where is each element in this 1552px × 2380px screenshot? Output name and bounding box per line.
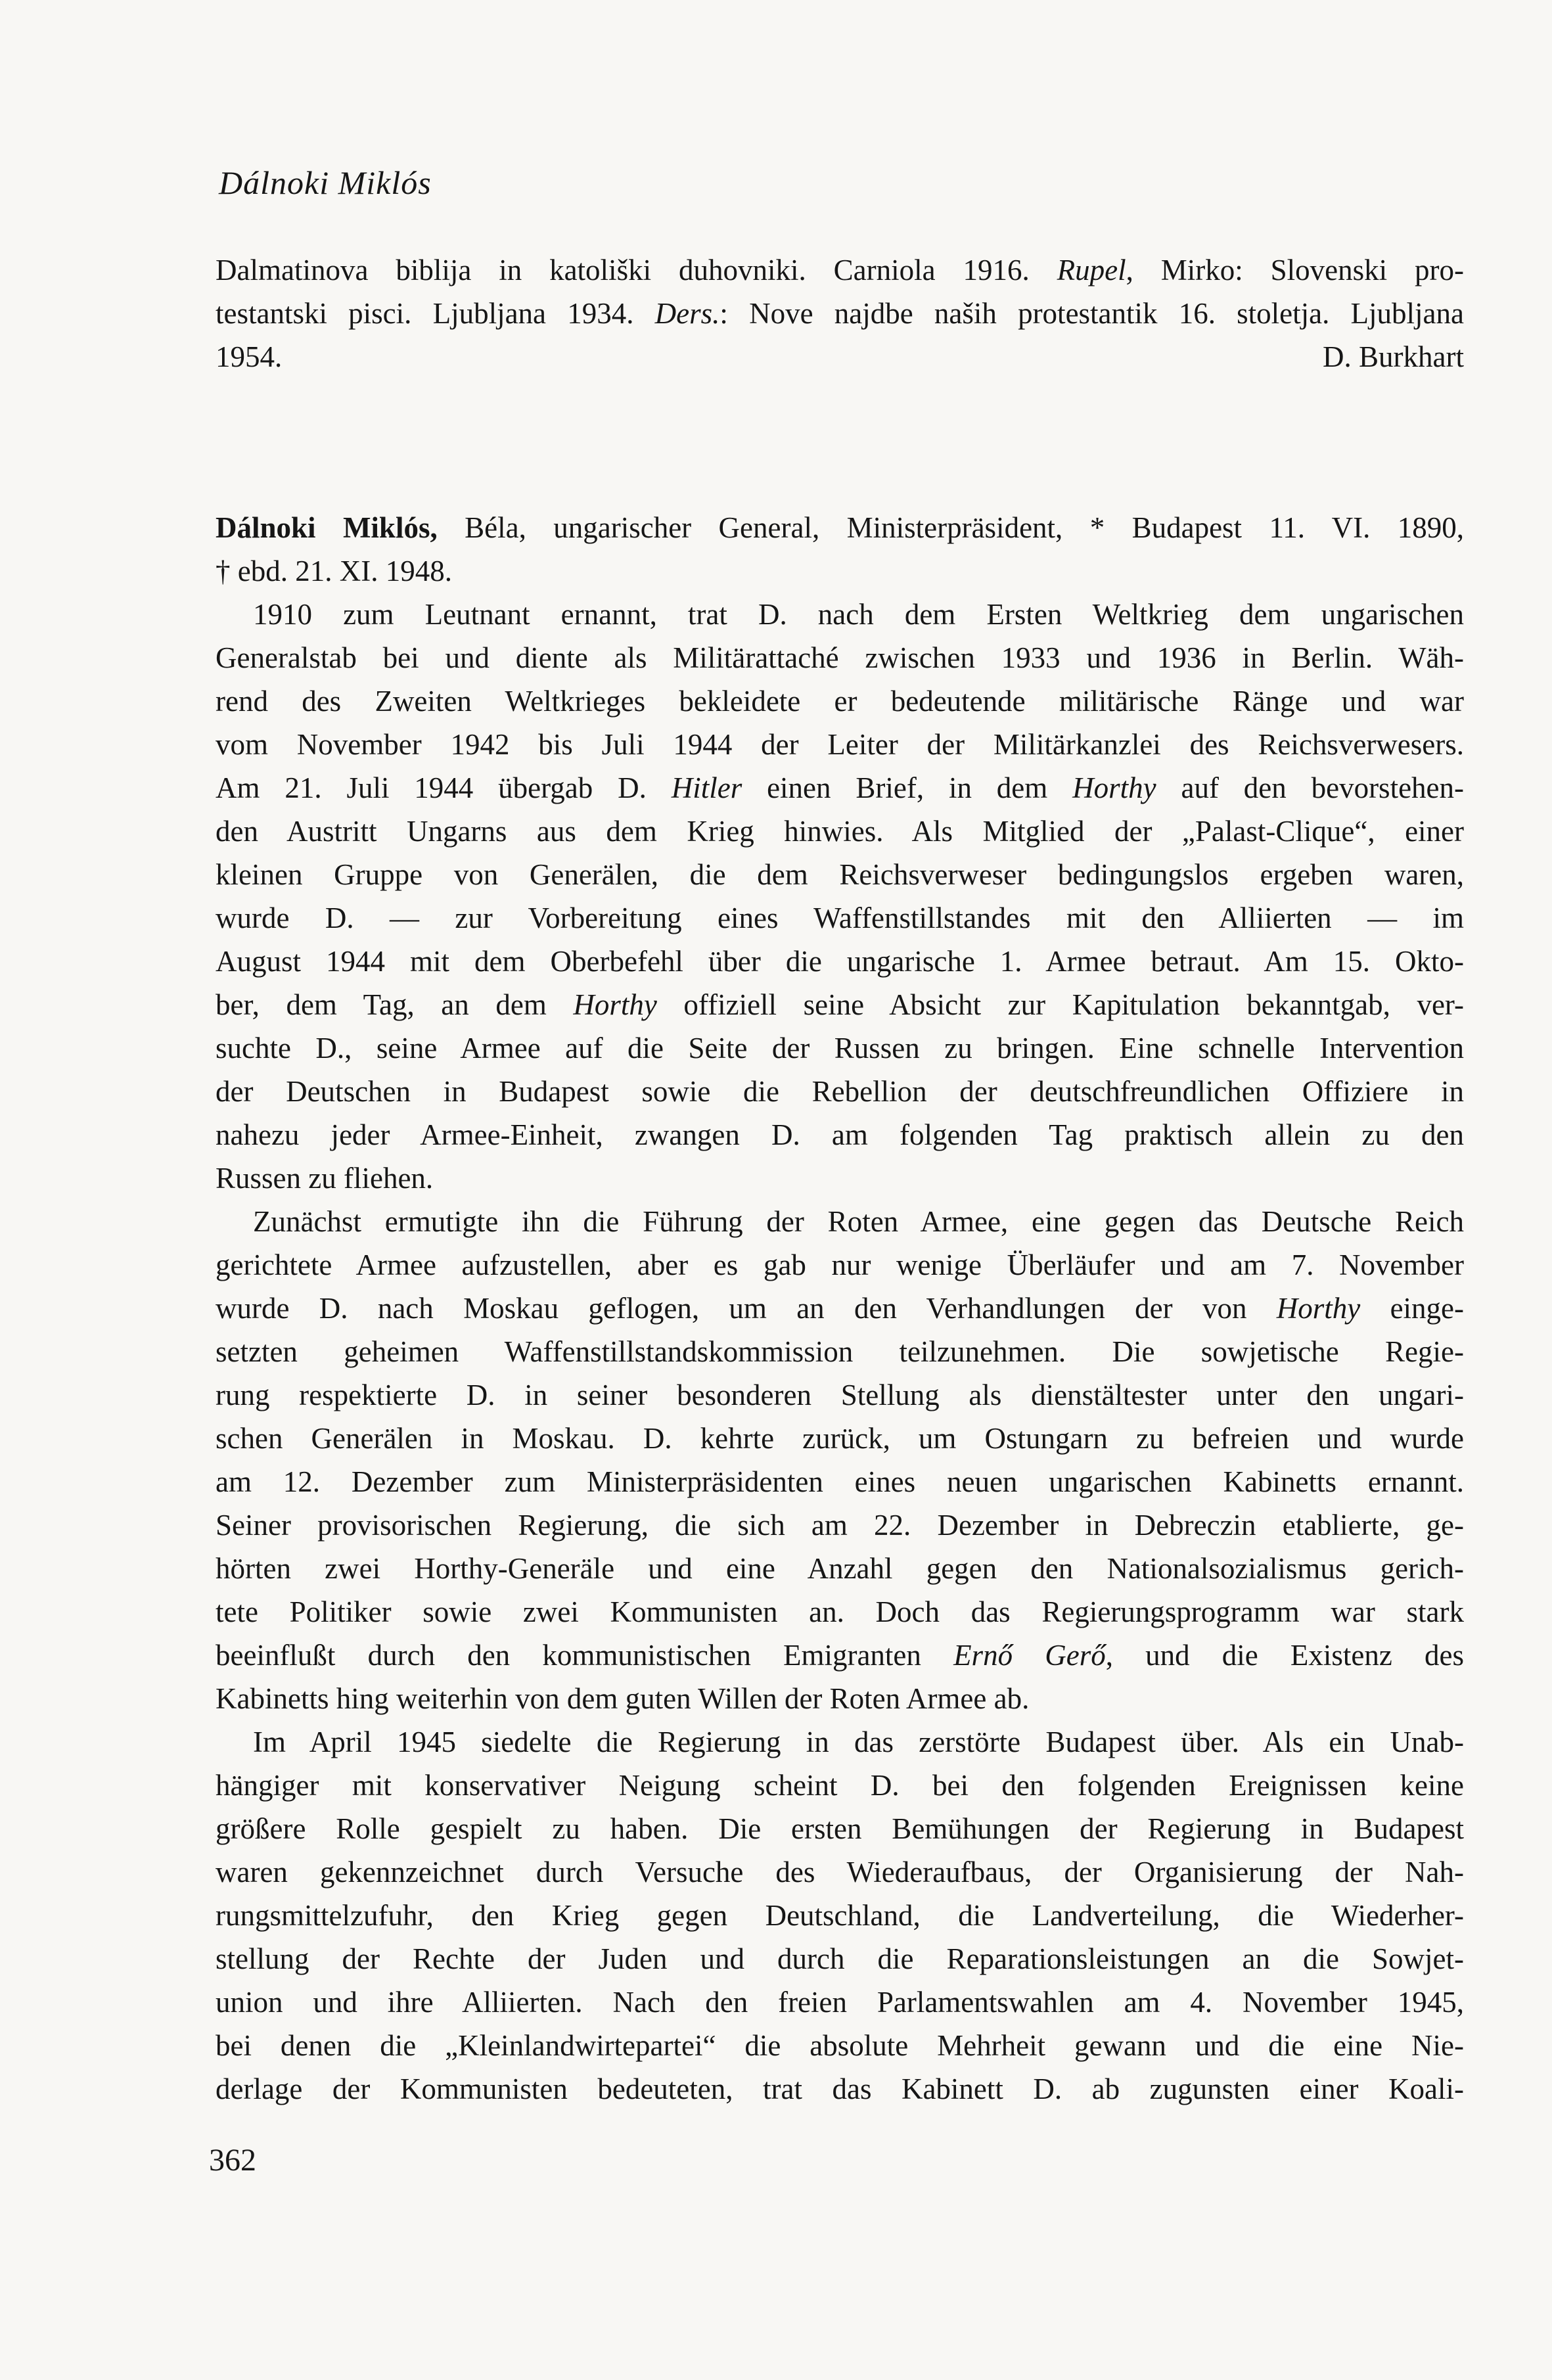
text: suchte D., seine Armee auf die Seite der Russen zu bringen. Eine schnelle Intervention bbox=[216, 1032, 1464, 1064]
text: schen Generälen in Moskau. D. kehrte zurück, um Ostungarn zu befreien und wurde bbox=[216, 1422, 1464, 1455]
italic-text: Ernő Gerő bbox=[953, 1639, 1106, 1672]
text-line bbox=[216, 2067, 1464, 2111]
italic-text: Horthy bbox=[573, 988, 657, 1021]
text: offiziell seine Absicht zur Kapitulation bekanntgab, ver- bbox=[656, 988, 1464, 1021]
text: wurde D. nach Moskau geflogen, um an den Verhandlungen der von bbox=[216, 1292, 1277, 1325]
bibliography-paragraph bbox=[216, 248, 1464, 378]
text-line bbox=[216, 248, 1464, 292]
text-line bbox=[216, 766, 1464, 810]
text: kleinen Gruppe von Generälen, die dem Reichsverweser bedingungslos ergeben waren, bbox=[216, 858, 1464, 891]
text: : Nove najdbe naših protestantik 16. stoletja. Ljubljana bbox=[719, 297, 1464, 330]
text-line bbox=[216, 593, 1464, 636]
text-line bbox=[216, 1720, 1464, 1764]
text: Am 21. Juli 1944 übergab D. bbox=[216, 771, 672, 804]
text-line bbox=[216, 1764, 1464, 1807]
entry-text bbox=[216, 506, 1464, 2111]
text: , und die Existenz des bbox=[1105, 1639, 1464, 1672]
text: rend des Zweiten Weltkrieges bekleidete er bedeutende militärische Ränge und war bbox=[216, 685, 1464, 718]
text-line bbox=[216, 1460, 1464, 1503]
text: gerichtete Armee aufzustellen, aber es gab nur wenige Überläufer und am 7. November bbox=[216, 1248, 1464, 1281]
text: Seiner provisorischen Regierung, die sich am 22. Dezember in Debreczin etablierte, ge- bbox=[216, 1509, 1464, 1542]
italic-text: Rupel bbox=[1057, 254, 1126, 286]
text-line bbox=[216, 1156, 1464, 1200]
text-line bbox=[216, 896, 1464, 940]
text-line bbox=[216, 1677, 1464, 1720]
text: † ebd. 21. XI. 1948. bbox=[216, 555, 452, 587]
text: bei denen die „Kleinlandwirtepartei“ die absolute Mehrheit gewann und die eine Nie- bbox=[216, 2029, 1464, 2062]
text: rung respektierte D. in seiner besonderen Stellung als dienstältester unter den ungari- bbox=[216, 1379, 1464, 1411]
text: hängiger mit konservativer Neigung scheint D. bei den folgenden Ereignissen keine bbox=[216, 1769, 1464, 1802]
text-line bbox=[216, 1503, 1464, 1547]
text: größere Rolle gespielt zu haben. Die ersten Bemühungen der Regierung in Budapest bbox=[216, 1812, 1464, 1845]
text-line bbox=[216, 506, 1464, 549]
text-line bbox=[216, 1373, 1464, 1417]
text: setzten geheimen Waffenstillstandskommission teilzunehmen. Die sowjetische Regie- bbox=[216, 1335, 1464, 1368]
text-line bbox=[216, 1200, 1464, 1243]
text: , Mirko: Slovenski pro- bbox=[1126, 254, 1464, 286]
text: vom November 1942 bis Juli 1944 der Leiter der Militärkanzlei des Reichsverwesers. bbox=[216, 728, 1464, 761]
text-line bbox=[216, 810, 1464, 853]
text-line bbox=[216, 723, 1464, 766]
page-number: 362 bbox=[209, 2143, 256, 2178]
text: ber, dem Tag, an dem bbox=[216, 988, 574, 1021]
text: auf den bevorstehen- bbox=[1156, 771, 1465, 804]
text-line bbox=[216, 1287, 1464, 1330]
text-line bbox=[216, 679, 1464, 723]
text-line bbox=[216, 1894, 1464, 1937]
text-line bbox=[216, 1980, 1464, 2024]
text-line bbox=[216, 1850, 1464, 1894]
text: stellung der Rechte der Juden und durch die Reparationsleistungen an die Sowjet- bbox=[216, 1942, 1464, 1975]
text-line bbox=[216, 1590, 1464, 1634]
text-line bbox=[216, 940, 1464, 983]
text: am 12. Dezember zum Ministerpräsidenten eines neuen ungarischen Kabinetts ernannt. bbox=[216, 1465, 1464, 1498]
text: beeinflußt durch den kommunistischen Emigranten bbox=[216, 1639, 954, 1672]
text: einge- bbox=[1360, 1292, 1465, 1325]
text-line bbox=[216, 2024, 1464, 2067]
text: 1954. bbox=[216, 340, 283, 373]
text: der Deutschen in Budapest sowie die Rebellion der deutschfreundlichen Offiziere in bbox=[216, 1075, 1464, 1108]
text: August 1944 mit dem Oberbefehl über die ungarische 1. Armee betraut. Am 15. Okto- bbox=[216, 945, 1464, 978]
text: wurde D. — zur Vorbereitung eines Waffenstillstandes mit den Alliierten — im bbox=[216, 902, 1464, 934]
text: union und ihre Alliierten. Nach den freien Parlamentswahlen am 4. November 1945, bbox=[216, 1986, 1464, 2019]
text: Zunächst ermutigte ihn die Führung der Roten Armee, eine gegen das Deutsche Reich bbox=[253, 1205, 1464, 1238]
text-line bbox=[216, 1807, 1464, 1850]
text-line bbox=[216, 1330, 1464, 1373]
text: 1910 zum Leutnant ernannt, trat D. nach dem Ersten Weltkrieg dem ungarischen bbox=[253, 598, 1464, 631]
text-line bbox=[216, 1937, 1464, 1980]
text-line bbox=[216, 636, 1464, 679]
italic-text: Horthy bbox=[1072, 771, 1156, 804]
italic-text: Horthy bbox=[1276, 1292, 1361, 1325]
text: waren gekennzeichnet durch Versuche des Wiederaufbaus, der Organisierung der Nah- bbox=[216, 1856, 1464, 1888]
italic-text: Ders. bbox=[654, 297, 720, 330]
text-line bbox=[216, 1243, 1464, 1287]
text-line bbox=[216, 1113, 1464, 1156]
italic-text: Hitler bbox=[671, 771, 742, 804]
text: hörten zwei Horthy-Generäle und eine Anzahl gegen den Nationalsozialismus gerich- bbox=[216, 1552, 1464, 1585]
text-line bbox=[216, 292, 1464, 335]
text-line bbox=[216, 1547, 1464, 1590]
text-line bbox=[216, 853, 1464, 896]
text: derlage der Kommunisten bedeuteten, trat das Kabinett D. ab zugunsten einer Koali- bbox=[216, 2072, 1464, 2105]
bold-text: Dálnoki Miklós, bbox=[216, 511, 438, 544]
text: tete Politiker sowie zwei Kommunisten an. Doch das Regierungsprogramm war stark bbox=[216, 1595, 1464, 1628]
attribution: D. Burkhart bbox=[1323, 340, 1464, 373]
text: Im April 1945 siedelte die Regierung in das zerstörte Budapest über. Als ein Unab- bbox=[253, 1726, 1464, 1758]
text-line bbox=[216, 335, 1464, 378]
text: Dalmatinova biblija in katoliški duhovniki. Carniola 1916. bbox=[216, 254, 1057, 286]
text: Béla, ungarischer General, Ministerpräsident, * Budapest 11. VI. 1890, bbox=[437, 511, 1465, 544]
text-line bbox=[216, 1417, 1464, 1460]
text-line bbox=[216, 1026, 1464, 1070]
text-line bbox=[216, 549, 1464, 593]
text: testantski pisci. Ljubljana 1934. bbox=[216, 297, 655, 330]
text-line bbox=[216, 1634, 1464, 1677]
text: Kabinetts hing weiterhin von dem guten Willen der Roten Armee ab. bbox=[216, 1682, 1030, 1715]
running-head: Dálnoki Miklós bbox=[219, 164, 432, 201]
text: Russen zu fliehen. bbox=[216, 1162, 434, 1195]
text-line bbox=[216, 1070, 1464, 1113]
text: rungsmittelzufuhr, den Krieg gegen Deutschland, die Landverteilung, die Wiederher- bbox=[216, 1899, 1464, 1932]
text: Generalstab bei und diente als Militärattaché zwischen 1933 und 1936 in Berlin. Wäh- bbox=[216, 641, 1464, 674]
text: den Austritt Ungarns aus dem Krieg hinwies. Als Mitglied der „Palast-Clique“, einer bbox=[216, 815, 1464, 848]
text: nahezu jeder Armee-Einheit, zwangen D. am folgenden Tag praktisch allein zu den bbox=[216, 1118, 1464, 1151]
text-line bbox=[216, 983, 1464, 1026]
text: einen Brief, in dem bbox=[742, 771, 1073, 804]
